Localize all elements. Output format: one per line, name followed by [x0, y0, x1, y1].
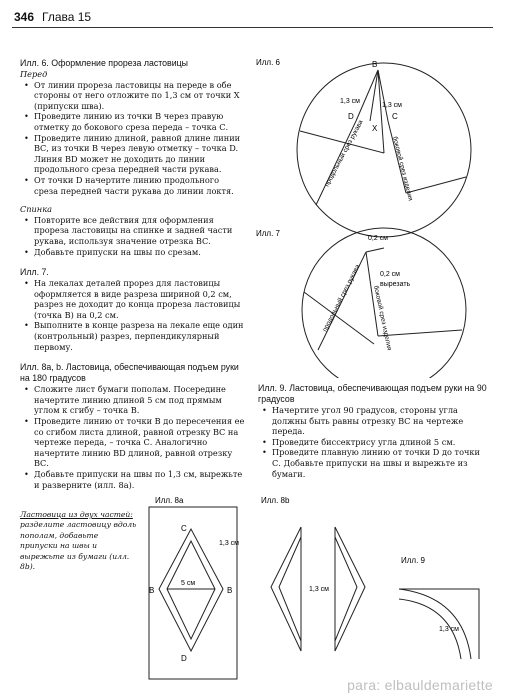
list-item: • Начертите угол 90 градусов, стороны угла должны быть равны отрезку ВС на чертеже переда. [272, 405, 488, 437]
list-item: • Повторите все действия для оформления прореза ластовицы на спинке и задней части рукава, используя значение отрезка ВС. [34, 215, 245, 247]
figure-6 [256, 55, 496, 240]
fig6-side-seam-label: боковой срез изделия [391, 135, 414, 202]
list-item: • Проведите линию от точки В до пересечения ее со сгибом листа длиной, равной отрезку ВС на чертеже переда, – точка С. Аналогично начертите линию BD длиной, равной отрезку ВС. [34, 416, 245, 469]
fig9-heading: Илл. 9. Ластовица, обеспечивающая подъем руки на 90 градусов [258, 383, 487, 404]
fig9-right-angle [399, 589, 479, 659]
list-item: • Добавьте припуски на швы по 1,3 см, вырежьте и разверните (илл. 8а). [34, 469, 245, 490]
fig8a-inner-contour [167, 541, 215, 639]
fig8b-right-inner [335, 537, 357, 641]
fig7-steps [20, 278, 245, 352]
list-item: • Проведите плавную линию от точки D до точки С. Добавьте припуски на швы и вырежьте из бумаги. [272, 447, 488, 479]
fig8a-point-b-right: B [227, 586, 233, 595]
fig6-label: Илл. 6 [256, 58, 280, 67]
fig9-steps [258, 405, 488, 479]
fig6-line [378, 70, 384, 153]
fig8b-allowance: 1,3 см [309, 586, 329, 593]
fig6-point-c: C [392, 112, 398, 121]
fig6-line [370, 70, 378, 121]
fig7-heading: Илл. 7. [20, 267, 49, 278]
fig8-steps [20, 384, 245, 490]
fig7-circle [302, 228, 466, 378]
fig8a-outer-contour [159, 529, 223, 651]
fig8a-point-b-left: B [149, 586, 155, 595]
fig7-line [378, 330, 462, 336]
fig6-measure-left: 1,3 см [340, 98, 360, 105]
fig6-line [356, 70, 378, 121]
list-item: • Добавьте припуски на швы по срезам. [34, 247, 245, 258]
fig6-line [406, 177, 466, 193]
list-item: • На лекалах деталей прорез для ластовицы оформляется в виде разреза шириной 0,2 см, разрез не доходит до конца прореза ластовицы (точка В) на 0,2 см. [34, 278, 245, 320]
front-steps [20, 80, 245, 197]
figure-9 [393, 553, 493, 663]
two-part-gusset-note [20, 510, 138, 572]
fig9-label: Илл. 9 [401, 556, 425, 565]
fig7-label: Илл. 7 [256, 229, 280, 238]
figure-8a [145, 493, 245, 685]
header-rule [12, 27, 493, 28]
note-lead: Ластовица из двух частей: [20, 510, 133, 519]
fig7-side-seam-label: боковой срез изделия [372, 284, 393, 352]
page-number: 346 [14, 10, 35, 24]
figure-8b [255, 493, 383, 685]
fig8a-label: Илл. 8a [155, 496, 184, 505]
fig8b-right-outer [335, 527, 365, 651]
fig8b-left-inner [279, 537, 301, 641]
fig6-heading: Илл. 6. Оформление прореза ластовицы [20, 58, 189, 68]
figure-7 [256, 226, 496, 378]
note-text: разделите ластовицу вдоль пополам, добавьте припуски на швы и вырежьте из бумаги (илл. 8b). [20, 520, 137, 572]
list-item: • От линии прореза ластовицы на переде в обе стороны от него отложите по 1,3 см от точки X (припуски шва). [34, 80, 245, 112]
fig8b-left-outer [271, 527, 301, 651]
fig8a-point-c: C [181, 524, 187, 533]
list-item: • Выполните в конце разреза на лекале еще один (контрольный) разрез, перпендикулярный первому. [34, 320, 245, 352]
fig8a-point-d: D [181, 654, 187, 663]
fig6-measure-right: 1,3 см [382, 102, 402, 109]
fig7-sleeve-seam-label: продольный срез рукава [321, 263, 362, 333]
list-item: • От точки D начертите линию продольного среза передней части рукава до линии локтя. [34, 175, 245, 196]
fig6-point-x: X [372, 124, 378, 133]
back-steps [20, 215, 245, 257]
left-column [20, 58, 245, 490]
fig7-measure-cut: 0,2 см [380, 271, 400, 278]
fig9-allowance: 1,3 см [439, 626, 459, 633]
fig9-curve-outer [399, 589, 471, 659]
fig8a-allowance: 1,3 см [219, 540, 239, 547]
fig7-cut-label: вырезать [380, 281, 411, 288]
fig7-line [366, 248, 384, 252]
front-subheading: Перед [20, 69, 48, 79]
right-column [258, 383, 488, 479]
fig6-point-d: D [348, 112, 354, 121]
list-item: • Сложите лист бумаги пополам. Посередине начертите линию длиной 5 см под прямым углом к сгибу – точка В. [34, 384, 245, 416]
chapter-title: Глава 15 [42, 10, 92, 24]
fig6-point-b: B [372, 60, 378, 69]
fig8b-label: Илл. 8b [261, 496, 290, 505]
list-item: • Проведите линию длиной, равной длине линии ВС, из точки В через левую отметку – точка D. Линия BD может не доходить до линии продольного среза передней части рукава. [34, 133, 245, 175]
watermark: para: elbauldemariette [347, 677, 493, 693]
fig6-sleeve-seam-label: продольный срез рукава [323, 119, 365, 188]
fig7-measure-top: 0,2 см [368, 235, 388, 242]
fig8-heading: Илл. 8a, b. Ластовица, обеспечивающая подъем руки на 180 градусов [20, 362, 239, 384]
fig8a-center-measure: 5 см [181, 580, 196, 587]
list-item: • Проведите линию из точки В через правую отметку до бокового среза переда – точка С. [34, 111, 245, 132]
back-subheading: Спинка [20, 204, 52, 215]
list-item: • Проведите биссектрису угла длиной 5 см. [272, 437, 488, 448]
